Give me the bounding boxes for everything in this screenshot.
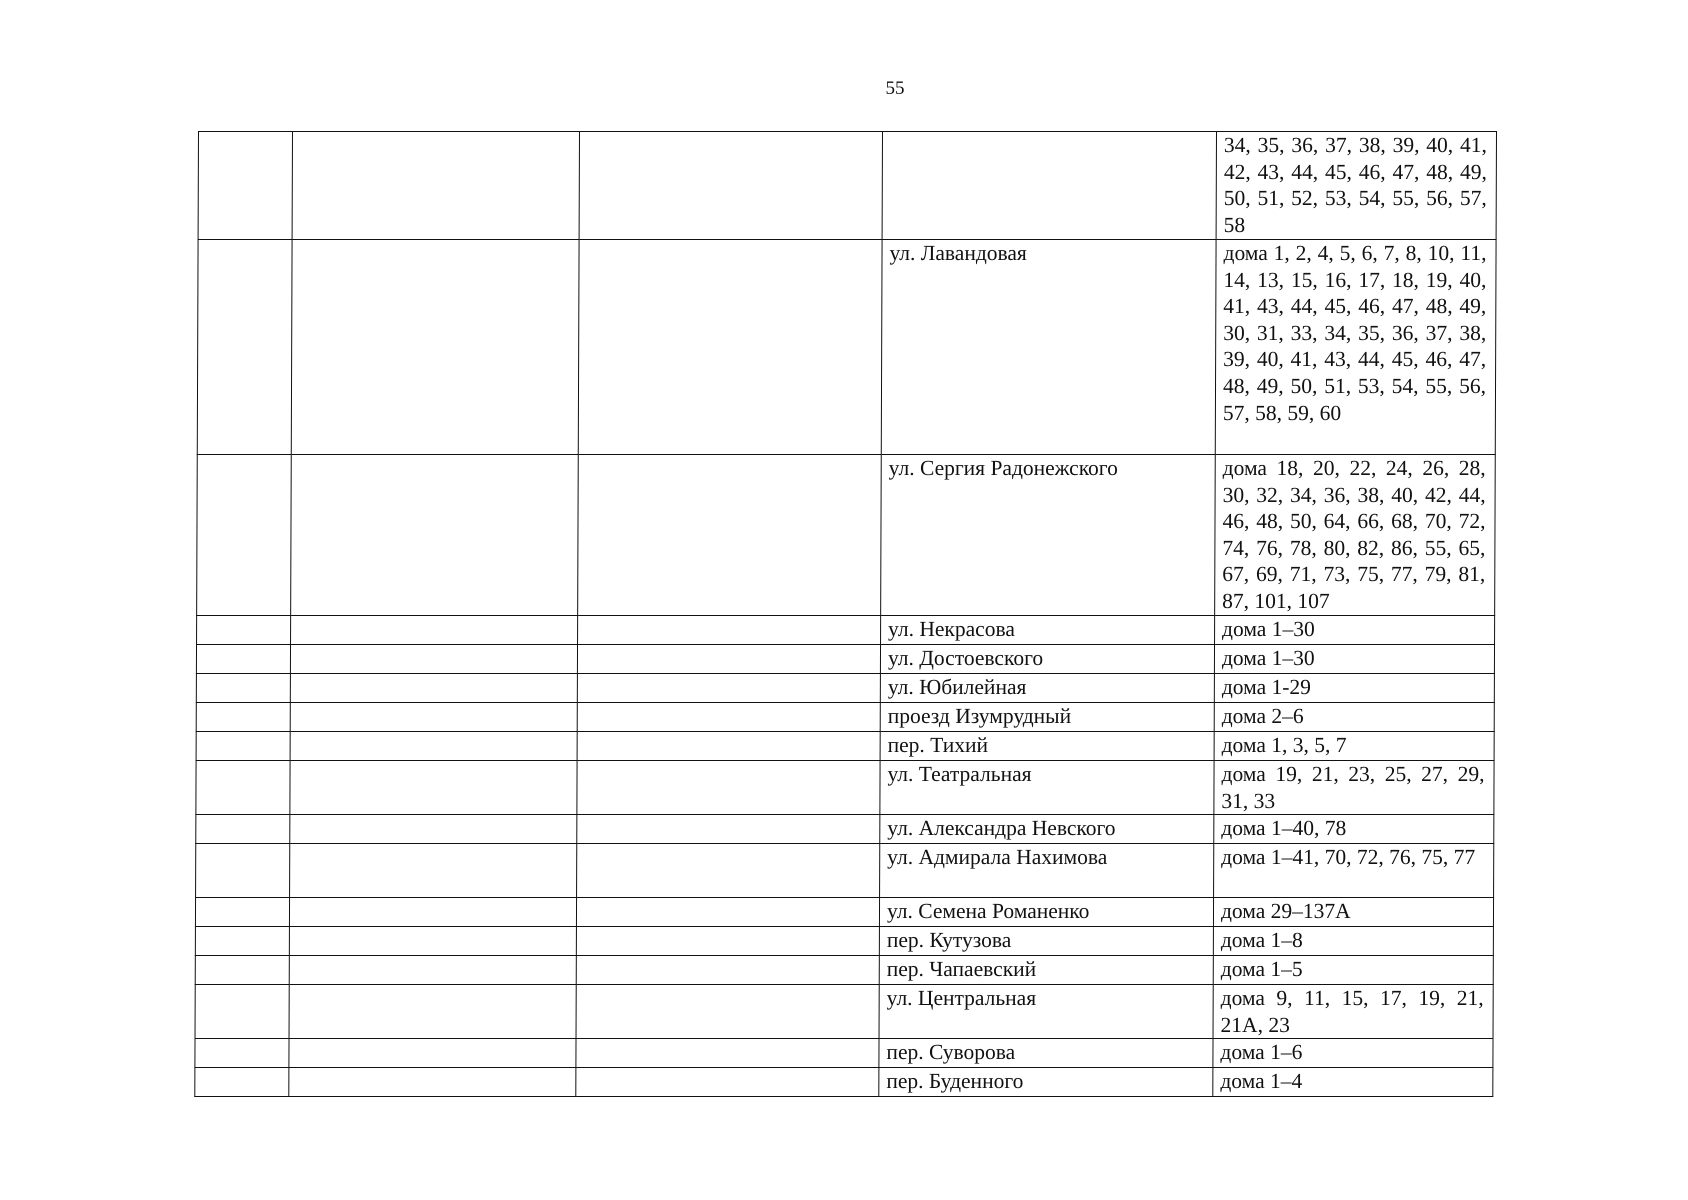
number-cell bbox=[196, 674, 290, 703]
settlement-cell bbox=[289, 1039, 576, 1068]
houses-cell: дома 1, 3, 5, 7 bbox=[1214, 732, 1494, 761]
settlement-cell bbox=[289, 1068, 576, 1097]
street-cell: ул. Достоевского bbox=[880, 645, 1214, 674]
district-cell bbox=[578, 455, 882, 616]
number-cell bbox=[195, 1068, 289, 1097]
settlement-cell bbox=[291, 455, 579, 616]
number-cell bbox=[196, 761, 290, 815]
street-cell: проезд Изумрудный bbox=[880, 703, 1214, 732]
houses-cell: 34, 35, 36, 37, 38, 39, 40, 41, 42, 43, 44, 45, 46, 47, 48, 49, 50, 51, 52, 53, 54, 55, 56, 57, 58 bbox=[1216, 132, 1496, 240]
table-row bbox=[195, 927, 1493, 956]
settlement-cell bbox=[291, 616, 578, 645]
street-cell: ул. Центральная bbox=[879, 985, 1213, 1039]
number-cell bbox=[195, 956, 289, 985]
street-cell: пер. Чапаевский bbox=[879, 956, 1213, 985]
district-cell bbox=[576, 927, 879, 956]
houses-cell: дома 1–40, 78 bbox=[1214, 815, 1494, 844]
street-cell: пер. Кутузова bbox=[879, 927, 1213, 956]
number-cell bbox=[196, 703, 290, 732]
page-number: 55 bbox=[885, 78, 905, 99]
houses-cell: дома 1-29 bbox=[1214, 674, 1494, 703]
table-row bbox=[196, 761, 1494, 815]
number-cell bbox=[198, 132, 292, 240]
district-cell bbox=[577, 703, 880, 732]
table-row bbox=[195, 956, 1493, 985]
table-row bbox=[198, 132, 1496, 240]
district-cell bbox=[577, 732, 880, 761]
number-cell bbox=[195, 1039, 289, 1068]
street-cell: ул. Лавандовая bbox=[881, 240, 1216, 455]
houses-cell: дома 1–5 bbox=[1213, 956, 1493, 985]
settlement-cell bbox=[289, 985, 576, 1039]
street-cell: ул. Некрасова bbox=[881, 616, 1215, 645]
table-row bbox=[196, 844, 1494, 898]
number-cell bbox=[197, 616, 291, 645]
houses-cell: дома 1–41, 70, 72, 76, 75, 77 bbox=[1214, 844, 1494, 898]
houses-cell: дома 2–6 bbox=[1214, 703, 1494, 732]
number-cell bbox=[197, 240, 292, 455]
district-cell bbox=[576, 898, 879, 927]
district-cell bbox=[576, 956, 879, 985]
street-cell: ул. Сергия Радонежского bbox=[881, 455, 1216, 616]
table-row bbox=[195, 898, 1493, 927]
table-row bbox=[197, 240, 1496, 455]
number-cell bbox=[196, 844, 290, 898]
street-cell: ул. Юбилейная bbox=[880, 674, 1214, 703]
houses-cell: дома 1–4 bbox=[1213, 1068, 1493, 1097]
table-row bbox=[196, 674, 1494, 703]
street-cell: пер. Буденного bbox=[879, 1068, 1213, 1097]
number-cell bbox=[196, 732, 290, 761]
address-table bbox=[194, 131, 1497, 1097]
houses-cell: дома 1–6 bbox=[1213, 1039, 1493, 1068]
settlement-cell bbox=[290, 815, 577, 844]
district-cell bbox=[576, 1039, 879, 1068]
district-cell bbox=[577, 674, 880, 703]
number-cell bbox=[195, 898, 289, 927]
settlement-cell bbox=[290, 844, 577, 898]
number-cell bbox=[195, 927, 289, 956]
number-cell bbox=[196, 815, 290, 844]
table-row bbox=[197, 455, 1496, 616]
district-cell bbox=[578, 240, 882, 455]
district-cell bbox=[576, 1068, 879, 1097]
settlement-cell bbox=[290, 761, 577, 815]
street-cell: ул. Александра Невского bbox=[880, 815, 1214, 844]
table-row bbox=[195, 985, 1493, 1039]
number-cell bbox=[195, 985, 289, 1039]
street-cell bbox=[882, 132, 1216, 240]
district-cell bbox=[578, 616, 881, 645]
table-row bbox=[195, 1039, 1493, 1068]
district-cell bbox=[579, 132, 882, 240]
table-row bbox=[196, 703, 1494, 732]
number-cell bbox=[197, 455, 292, 616]
street-cell: пер. Суворова bbox=[879, 1039, 1213, 1068]
settlement-cell bbox=[289, 927, 576, 956]
street-cell: ул. Театральная bbox=[880, 761, 1214, 815]
street-cell: пер. Тихий bbox=[880, 732, 1214, 761]
street-cell: ул. Семена Романенко bbox=[879, 898, 1213, 927]
district-cell bbox=[577, 645, 880, 674]
district-cell bbox=[576, 985, 879, 1039]
table-row bbox=[197, 616, 1495, 645]
settlement-cell bbox=[290, 703, 577, 732]
table-row bbox=[196, 815, 1494, 844]
street-cell: ул. Адмирала Нахимова bbox=[880, 844, 1214, 898]
settlement-cell bbox=[292, 132, 579, 240]
settlement-cell bbox=[290, 674, 577, 703]
table-row bbox=[196, 645, 1494, 674]
houses-cell: дома 18, 20, 22, 24, 26, 28, 30, 32, 34, 36, 38, 40, 42, 44, 46, 48, 50, 64, 66, 68, 70, 72, 74, 76, 78, 80, 82, 86, 55, 65, 67, 69, 71, 73, 75, 77, 79, 81, 87, 101, 107 bbox=[1215, 455, 1496, 616]
houses-cell: дома 1–30 bbox=[1214, 645, 1494, 674]
number-cell bbox=[196, 645, 290, 674]
district-cell bbox=[577, 815, 880, 844]
houses-cell: дома 9, 11, 15, 17, 19, 21, 21А, 23 bbox=[1213, 985, 1493, 1039]
settlement-cell bbox=[290, 645, 577, 674]
settlement-cell bbox=[289, 898, 576, 927]
table-row bbox=[195, 1068, 1493, 1097]
settlement-cell bbox=[289, 956, 576, 985]
settlement-cell bbox=[290, 732, 577, 761]
houses-cell: дома 1–8 bbox=[1213, 927, 1493, 956]
houses-cell: дома 29–137А bbox=[1213, 898, 1493, 927]
houses-cell: дома 19, 21, 23, 25, 27, 29, 31, 33 bbox=[1214, 761, 1494, 815]
houses-cell: дома 1, 2, 4, 5, 6, 7, 8, 10, 11, 14, 13, 15, 16, 17, 18, 19, 40, 41, 43, 44, 45, 46, 47, 48, 49, 30, 31, 33, 34, 35, 36, 37, 38, 39, 40, 41, 43, 44, 45, 46, 47, 48, 49, 50, 51, 53, 54, 55, 56, 57, 58, 59, 60 bbox=[1215, 240, 1496, 455]
houses-cell: дома 1–30 bbox=[1215, 616, 1495, 645]
table-row bbox=[196, 732, 1494, 761]
settlement-cell bbox=[291, 240, 579, 455]
district-cell bbox=[577, 761, 880, 815]
district-cell bbox=[577, 844, 880, 898]
